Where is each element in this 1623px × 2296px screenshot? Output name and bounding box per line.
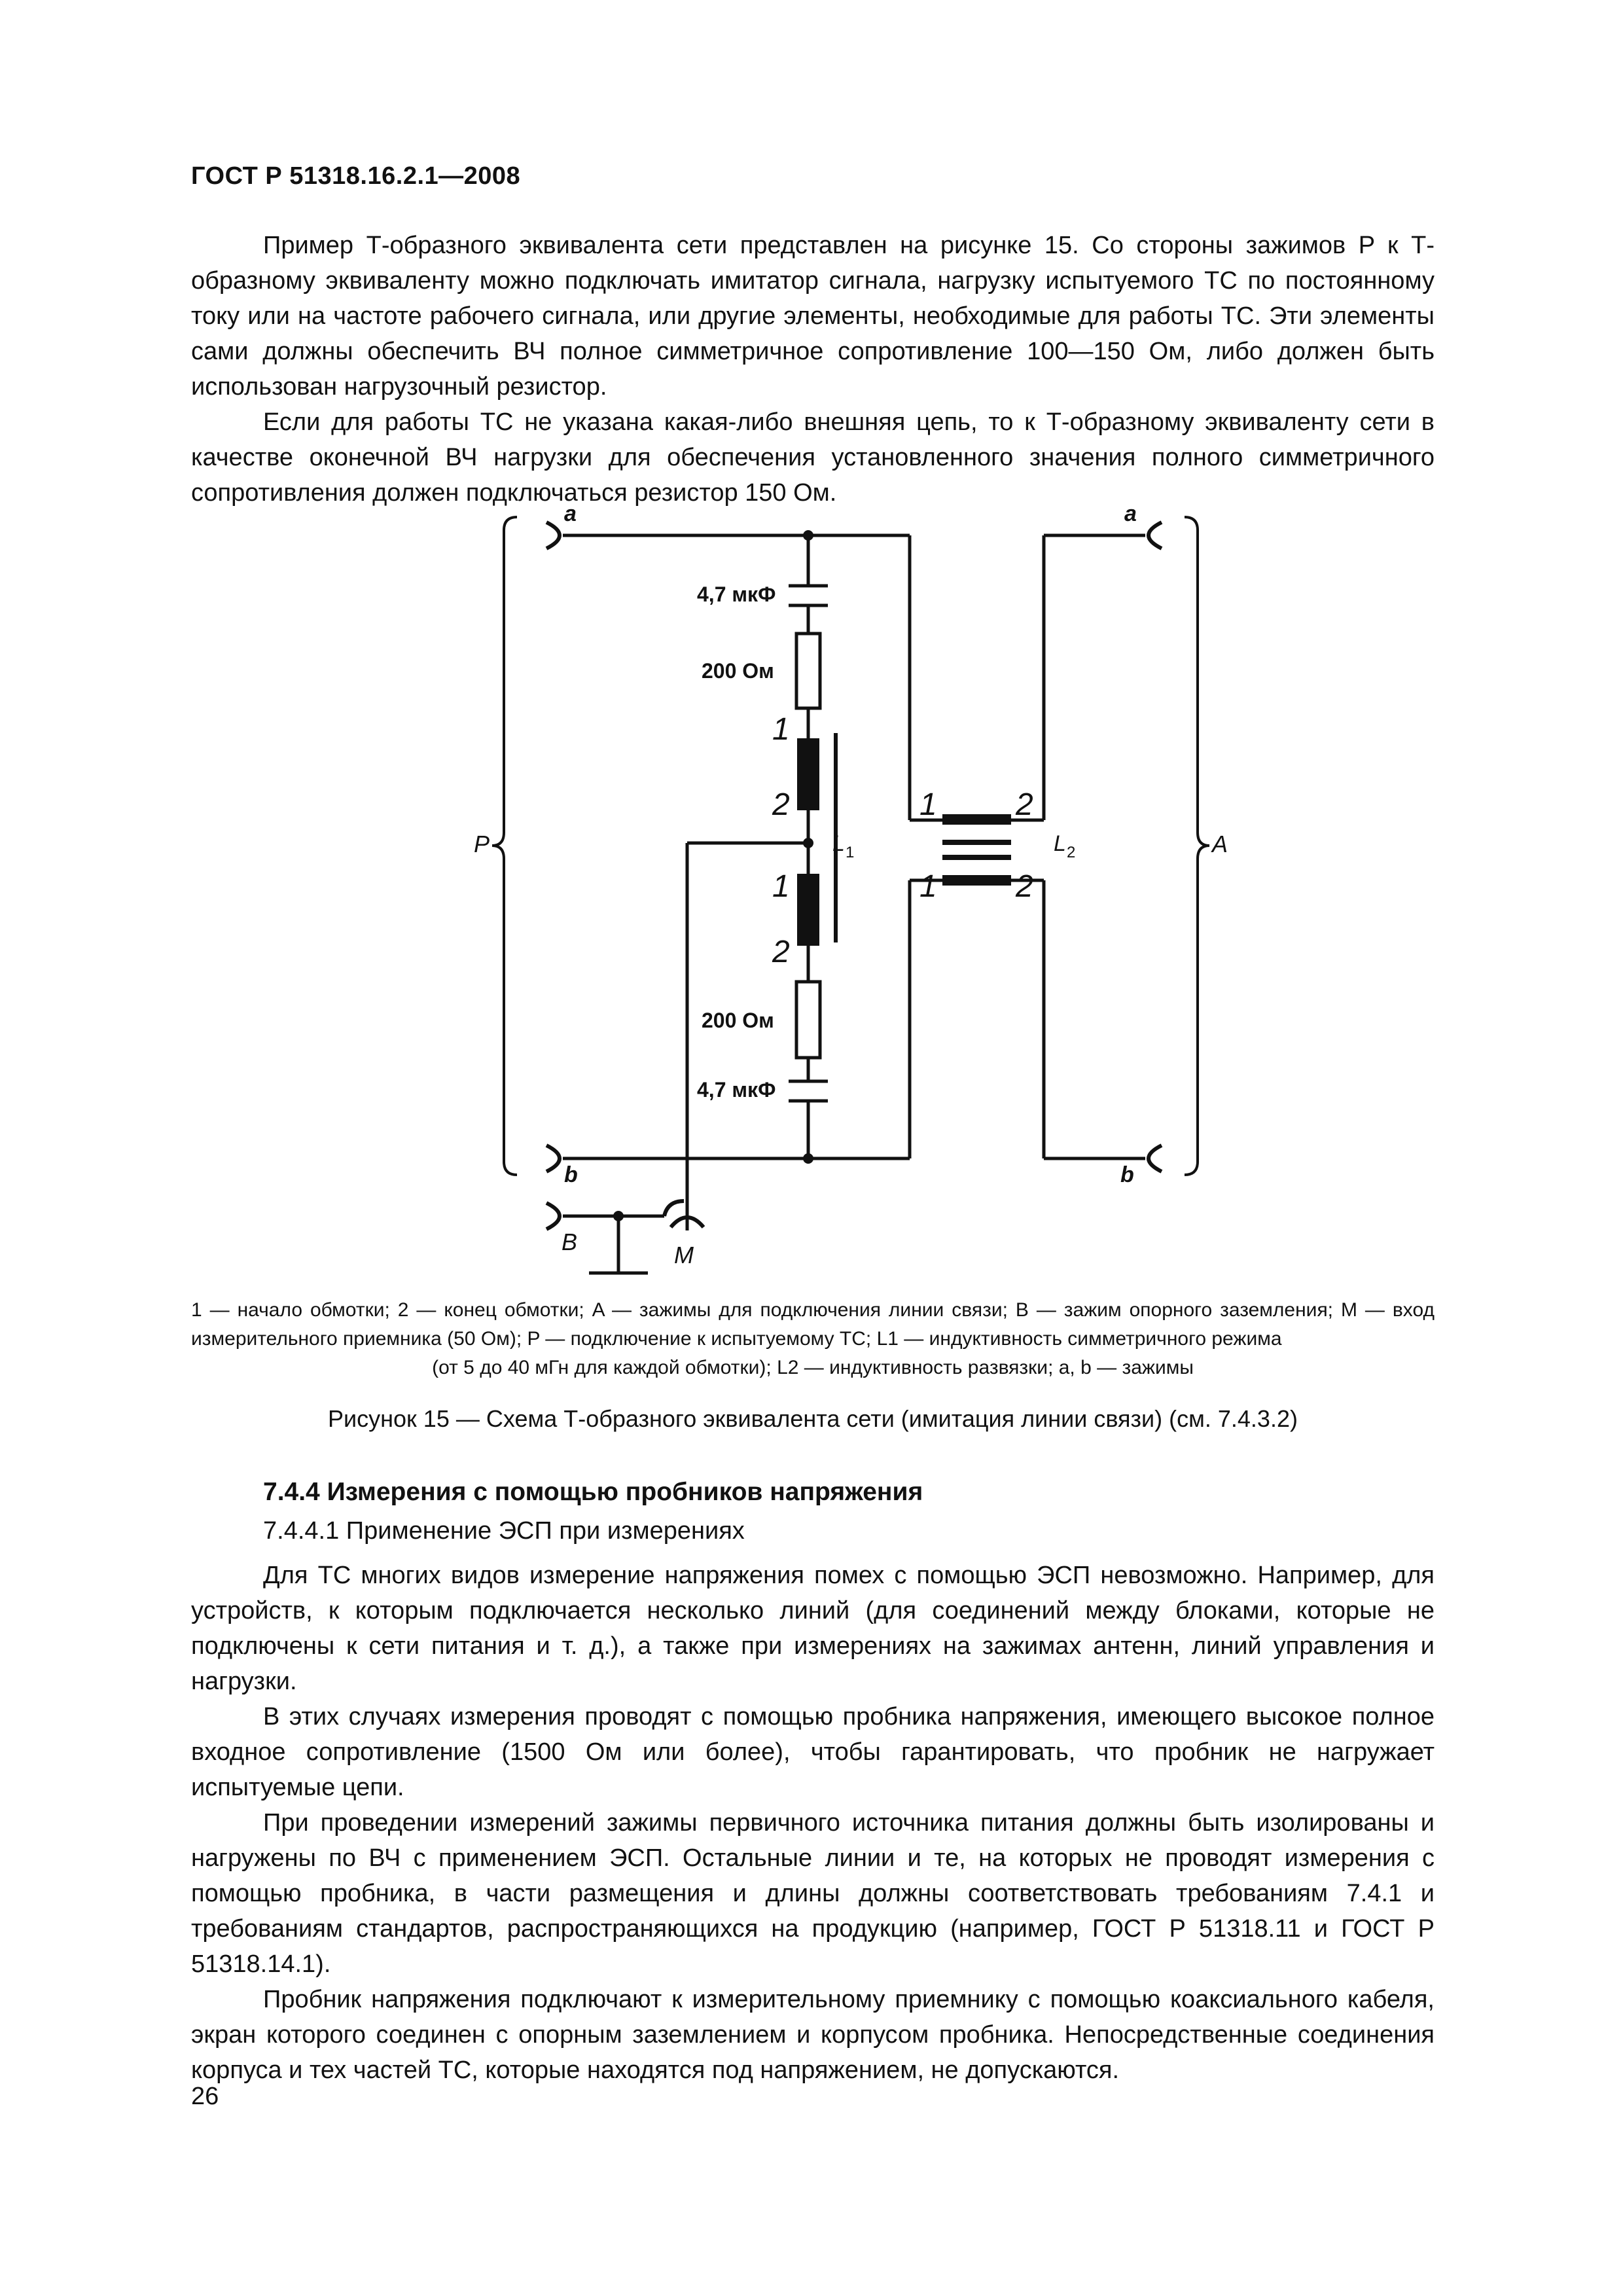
subsection-title: 7.4.4.1 Применение ЭСП при измерениях bbox=[263, 1517, 745, 1545]
winding-end-label: 2 bbox=[772, 787, 790, 822]
legend-line: (от 5 до 40 мГн для каждой обмотки); L2 — индуктивность развязки; a, b — зажимы bbox=[432, 1357, 1194, 1378]
cap-top-label: 4,7 мкФ bbox=[697, 583, 776, 606]
l2-left-start-label: 1 bbox=[919, 787, 937, 822]
l2-right-end-label: 2 bbox=[1016, 869, 1033, 904]
l1-subscript: 1 bbox=[846, 844, 855, 861]
resistor-top bbox=[796, 634, 820, 708]
intro-paragraph: Пример Т-образного эквивалента сети представлен на рисунке 15. Со стороны зажимов P к Т-образному эквиваленту можно подключать имитатор сигнала, нагрузку испытуемого ТС по постоянному току или на частоте рабочего сигнала, или другие элементы, необходимые для работы ТС. Эти элементы сами должны обеспечить ВЧ полное симметричное сопротивление 100—150 Ом, либо должен быть использован нагрузочный резистор. bbox=[191, 232, 1435, 401]
page-number: 26 bbox=[191, 2083, 219, 2110]
terminal-b-left-label: b bbox=[564, 1162, 578, 1187]
body-paragraph: Пробник напряжения подключают к измерительному приемнику с помощью коаксиального кабеля, экран которого соединен с опорным заземлением и корпусом пробника. Непосредственные соединения корпуса и тех частей ТС, которые находятся под напряжением, не допускаются. bbox=[191, 1986, 1435, 2084]
terminal-P-label: P bbox=[474, 831, 490, 857]
res-top-label: 200 Ом bbox=[702, 659, 774, 683]
l2-core-lower bbox=[942, 855, 1011, 860]
l1-label: L bbox=[832, 831, 845, 856]
body-paragraph: При проведении измерений зажимы первичного источника питания должны быть изолированы и нагружены по ВЧ с применением ЭСП. Остальные линии и те, на которых не проводят измерения с помощью пробника, в части размещения и длины должны соответствовать требованиям 7.4.1 и требованиям стандартов, распространяющихся на продукцию (например, ГОСТ Р 51318.11 и ГОСТ Р 51318.14.1). bbox=[191, 1809, 1435, 1978]
terminal-b-right-label: b bbox=[1120, 1162, 1134, 1187]
cap-bot-label: 4,7 мкФ bbox=[697, 1078, 776, 1102]
winding-top bbox=[797, 738, 819, 810]
winding-bottom bbox=[797, 874, 819, 946]
figure-caption: Рисунок 15 — Схема Т-образного эквивалента сети (имитация линии связи) (см. 7.4.3.2) bbox=[328, 1405, 1298, 1432]
l2-label: L bbox=[1054, 831, 1066, 856]
terminals bbox=[546, 522, 1162, 1229]
l2-left-start-label: 1 bbox=[919, 869, 937, 904]
body-paragraph: В этих случаях измерения проводят с помощью пробника напряжения, имеющего высокое полное входное сопротивление (1500 Ом или более), чтобы гарантировать, что пробник не нагружает испытуемые цепи. bbox=[191, 1703, 1435, 1801]
res-bot-label: 200 Ом bbox=[702, 1009, 774, 1032]
winding-start-label: 1 bbox=[772, 869, 790, 904]
terminal-a-right-label: a bbox=[1124, 501, 1137, 526]
body-text bbox=[191, 1558, 1435, 2088]
terminal-a-left-label: a bbox=[564, 501, 577, 526]
capacitor-top bbox=[789, 586, 828, 605]
l2-winding-lower bbox=[942, 875, 1011, 886]
intro-paragraph: Если для работы ТС не указана какая-либо внешняя цепь, то к Т-образному эквиваленту сети в качестве оконечной ВЧ нагрузки для обеспечения установленного значения полного симметричного сопротивления должен подключаться резистор 150 Ом. bbox=[191, 408, 1435, 507]
terminal-B-label: B bbox=[562, 1229, 578, 1255]
l2-subscript: 2 bbox=[1067, 844, 1076, 861]
capacitor-bottom bbox=[789, 1081, 828, 1101]
l2-core-upper bbox=[942, 840, 1011, 845]
wires bbox=[563, 535, 1145, 1273]
winding-start-label: 1 bbox=[772, 712, 790, 747]
legend-line: 1 — начало обмотки; 2 — конец обмотки; A — зажимы для подключения линии связи; B — зажим опорного заземления; M — вход измерительного приемника (50 Ом); P — подключение к испытуемому ТС; L1 — индуктивность симметричного режима bbox=[191, 1299, 1435, 1350]
document-header: ГОСТ Р 51318.16.2.1—2008 bbox=[191, 162, 521, 190]
body-paragraph: Для ТС многих видов измерение напряжения помех с помощью ЭСП невозможно. Например, для устройств, к которым подключается несколько линий (для соединений между блоками, которые не подключены к сети питания и т. д.), а также при измерениях на зажимах антенн, линий управления и нагрузки. bbox=[191, 1562, 1435, 1695]
l2-right-end-label: 2 bbox=[1016, 787, 1033, 822]
terminal-M-label: M bbox=[674, 1242, 694, 1268]
figure-legend bbox=[191, 1296, 1435, 1382]
winding-end-label: 2 bbox=[772, 935, 790, 969]
l2-winding-upper bbox=[942, 814, 1011, 825]
section-title: 7.4.4 Измерения с помощью пробников напряжения bbox=[263, 1478, 923, 1506]
terminal-A-label: A bbox=[1212, 831, 1228, 857]
resistor-bottom bbox=[796, 982, 820, 1058]
